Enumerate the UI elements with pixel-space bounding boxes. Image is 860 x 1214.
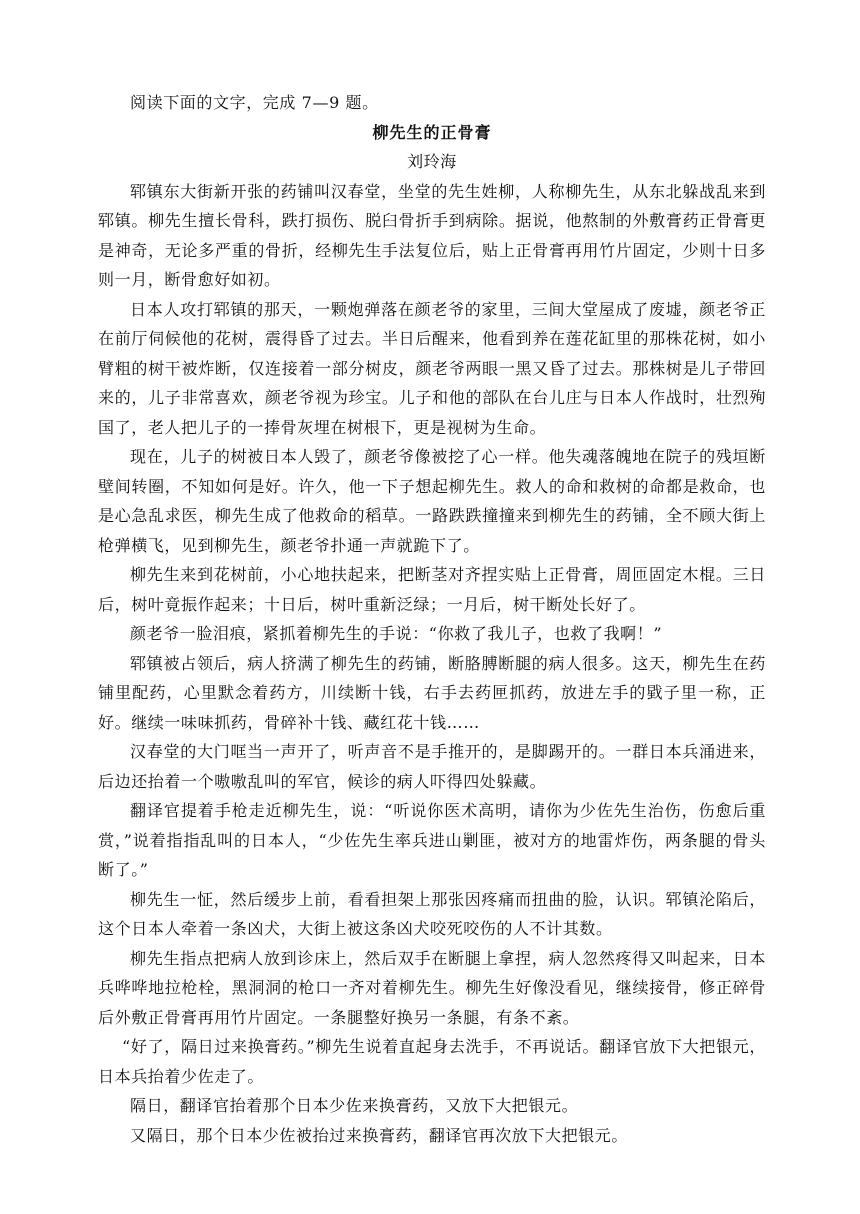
paragraph: 郓镇被占领后，病人挤满了柳先生的药铺，断胳膊断腿的病人很多。这天，柳先生在药铺里配药，心里默念着药方，川续断十钱，右手去药匣抓药，放进左手的戥子里一称，正好。继续一味味抓药，骨碎补十钱、藏红花十钱…… bbox=[98, 653, 766, 732]
paragraph: 柳先生一怔，然后缓步上前，看看担架上那张因疼痛而扭曲的脸，认识。郓镇沦陷后，这个日本人牵着一条凶犬，大街上被这条凶犬咬死咬伤的人不计其数。 bbox=[98, 889, 766, 938]
reading-instruction: 阅读下面的文字，完成 7—9 题。 bbox=[130, 93, 379, 112]
paragraph: 隔日，翻译官抬着那个日本少佐来换膏药，又放下大把银元。 bbox=[130, 1096, 579, 1115]
paragraph: 现在，儿子的树被日本人毁了，颜老爷像被挖了心一样。他失魂落魄地在院子的残垣断壁间转圈，不知如何是好。许久，他一下子想起柳先生。救人的命和救树的命都是救命，也是心急乱求医，柳先生成了他救命的稻草。一路跌跌撞撞来到柳先生的药铺，全不顾大街上枪弹横飞，见到柳先生，颜老爷扑通一声就跪下了。 bbox=[98, 447, 766, 555]
paragraph: 翻译官提着手枪走近柳先生，说：“听说你医术高明，请你为少佐先生治伤，伤愈后重赏，”说着指指乱叫的日本人，“少佐先生率兵进山剿匪，被对方的地雷炸伤，两条腿的骨头断了。” bbox=[98, 801, 766, 879]
paragraph: 柳先生指点把病人放到诊床上，然后双手在断腿上拿捏，病人忽然疼得又叫起来，日本兵哗哗地拉枪栓，黑洞洞的枪口一齐对着柳先生。柳先生好像没看见，继续接骨，修正碎骨后外敷正骨膏再用竹片固定。一条腿整好换另一条腿，有条不紊。 bbox=[98, 948, 766, 1027]
article-title: 柳先生的正骨膏 bbox=[372, 122, 492, 142]
paragraph: 郓镇东大街新开张的药铺叫汉春堂，坐堂的先生姓柳，人称柳先生，从东北躲战乱来到郓镇。柳先生擅长骨科，跌打损伤、脱臼骨折手到病除。据说，他熬制的外敷膏药正骨膏更是神奇，无论多严重的骨折，经柳先生手法复位后，贴上正骨膏再用竹片固定，少则十日多则一月，断骨愈好如初。 bbox=[98, 181, 766, 289]
paragraph: 柳先生来到花树前，小心地扶起来，把断茎对齐捏实贴上正骨膏，周匝固定木棍。三日后，树叶竟振作起来；十日后，树叶重新泛绿；一月后，树干断处长好了。 bbox=[98, 565, 766, 614]
paragraph: 颜老爷一脸泪痕，紧抓着柳先生的手说：“你救了我儿子，也救了我啊！” bbox=[130, 624, 663, 643]
paragraph: “好了，隔日过来换膏药。”柳先生说着直起身去洗手，不再说话。翻译官放下大把银元，日本兵抬着少佐走了。 bbox=[98, 1037, 766, 1086]
paragraph: 汉春堂的大门哐当一声开了，听声音不是手推开的，是脚踢开的。一群日本兵涌进来，后边还抬着一个嗷嗷乱叫的军官，候诊的病人吓得四处躲藏。 bbox=[98, 742, 766, 791]
paragraph: 又隔日，那个日本少佐被抬过来换膏药，翻译官再次放下大把银元。 bbox=[130, 1125, 629, 1145]
article-author: 刘玲海 bbox=[407, 152, 457, 171]
article-body bbox=[98, 88, 766, 1150]
paragraph: 日本人攻打郓镇的那天，一颗炮弹落在颜老爷的家里，三间大堂屋成了废墟，颜老爷正在前厅伺候他的花树，震得昏了过去。半日后醒来，他看到养在莲花缸里的那株花树，如小臂粗的树干被炸断，仅连接着一部分树皮，颜老爷两眼一黑又昏了过去。那株树是儿子带回来的，儿子非常喜欢，颜老爷视为珍宝。儿子和他的部队在台儿庄与日本人作战时，壮烈殉国了，老人把儿子的一捧骨灰埋在树根下，更是视树为生命。 bbox=[98, 299, 766, 437]
